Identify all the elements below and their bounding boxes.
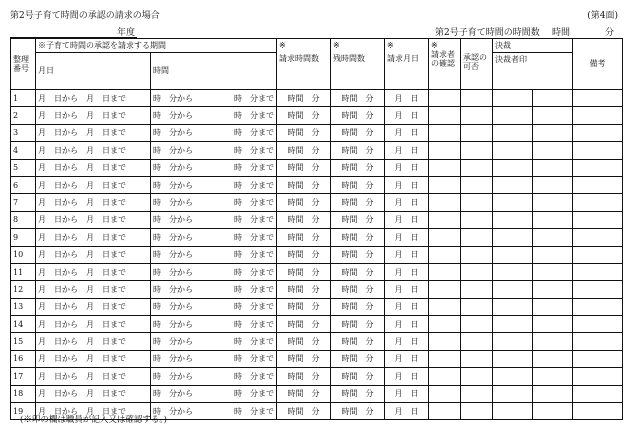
requester-confirm-cell[interactable] — [429, 385, 461, 402]
decision-stamp-cell-a[interactable] — [493, 159, 533, 176]
decision-stamp-cell-a[interactable] — [493, 211, 533, 228]
request-hours-cell[interactable]: 時間 分 — [277, 333, 331, 350]
decision-stamp-cell-b[interactable] — [533, 298, 573, 315]
decision-stamp-cell-b[interactable] — [533, 176, 573, 193]
decision-stamp-cell-a[interactable] — [493, 229, 533, 246]
remarks-cell[interactable] — [573, 211, 623, 228]
time-range-cell[interactable]: 時 分から 時 分まで — [151, 385, 277, 402]
month-day-range-cell[interactable]: 月 日から 月 日まで — [36, 159, 151, 176]
requester-confirm-cell[interactable] — [429, 246, 461, 263]
header-request-date: ※ 請求月日 — [385, 39, 429, 90]
approval-cell[interactable] — [461, 194, 493, 211]
request-date-cell[interactable]: 月 日 — [385, 281, 429, 298]
header-month-day: 月日 — [36, 53, 151, 90]
request-hours-cell[interactable]: 時間 分 — [277, 368, 331, 385]
request-date-cell[interactable]: 月 日 — [385, 229, 429, 246]
row-number: 17 — [11, 368, 36, 385]
request-hours-cell[interactable]: 時間 分 — [277, 316, 331, 333]
requester-confirm-cell[interactable] — [429, 124, 461, 141]
header-remarks: 備考 — [573, 39, 623, 90]
decision-stamp-cell-a[interactable] — [493, 194, 533, 211]
row-number: 1 — [11, 90, 36, 107]
remaining-hours-cell[interactable]: 時間 分 — [331, 316, 385, 333]
remaining-hours-cell[interactable]: 時間 分 — [331, 385, 385, 402]
time-range-cell[interactable]: 時 分から 時 分まで — [151, 350, 277, 367]
decision-stamp-cell-a[interactable] — [493, 176, 533, 193]
request-date-cell[interactable]: 月 日 — [385, 246, 429, 263]
time-range-cell[interactable]: 時 分から 時 分まで — [151, 194, 277, 211]
row-number: 14 — [11, 316, 36, 333]
remaining-hours-cell[interactable]: 時間 分 — [331, 246, 385, 263]
table-row — [11, 316, 623, 333]
time-range-cell[interactable]: 時 分から 時 分まで — [151, 298, 277, 315]
decision-stamp-cell-b[interactable] — [533, 229, 573, 246]
requester-confirm-cell[interactable] — [429, 281, 461, 298]
decision-stamp-cell-b[interactable] — [533, 316, 573, 333]
remarks-cell[interactable] — [573, 281, 623, 298]
row-number: 8 — [11, 211, 36, 228]
row-number: 2 — [11, 107, 36, 124]
remaining-hours-cell[interactable]: 時間 分 — [331, 368, 385, 385]
approval-cell[interactable] — [461, 90, 493, 107]
decision-stamp-cell-a[interactable] — [493, 403, 533, 420]
month-day-range-cell[interactable]: 月 日から 月 日まで — [36, 176, 151, 193]
requester-confirm-cell[interactable] — [429, 403, 461, 420]
decision-stamp-cell-a[interactable] — [493, 316, 533, 333]
decision-stamp-cell-b[interactable] — [533, 107, 573, 124]
approval-cell[interactable] — [461, 281, 493, 298]
table-row — [11, 159, 623, 176]
total-minutes-unit: 分 — [605, 28, 615, 38]
table-row — [11, 90, 623, 107]
header-request-hours: ※ 請求時間数 — [277, 39, 331, 90]
total-hours-label: 第2号子育て時間の時間数 — [435, 28, 540, 38]
remarks-cell[interactable] — [573, 229, 623, 246]
request-date-cell[interactable]: 月 日 — [385, 333, 429, 350]
decision-stamp-cell-b[interactable] — [533, 90, 573, 107]
month-day-range-cell[interactable]: 月 日から 月 日まで — [36, 142, 151, 159]
approval-cell[interactable] — [461, 229, 493, 246]
table-row — [11, 333, 623, 350]
decision-stamp-cell-b[interactable] — [533, 333, 573, 350]
time-range-cell[interactable]: 時 分から 時 分まで — [151, 368, 277, 385]
request-date-cell[interactable]: 月 日 — [385, 194, 429, 211]
request-hours-cell[interactable]: 時間 分 — [277, 90, 331, 107]
approval-cell[interactable] — [461, 350, 493, 367]
month-day-range-cell[interactable]: 月 日から 月 日まで — [36, 263, 151, 280]
row-number: 13 — [11, 298, 36, 315]
time-range-cell[interactable]: 時 分から 時 分まで — [151, 316, 277, 333]
requester-confirm-cell[interactable] — [429, 333, 461, 350]
remaining-hours-cell[interactable]: 時間 分 — [331, 333, 385, 350]
requester-confirm-cell[interactable] — [429, 90, 461, 107]
month-day-range-cell[interactable]: 月 日から 月 日まで — [36, 90, 151, 107]
remarks-cell[interactable] — [573, 159, 623, 176]
requester-confirm-cell[interactable] — [429, 107, 461, 124]
row-number: 12 — [11, 281, 36, 298]
time-range-cell[interactable]: 時 分から 時 分まで — [151, 281, 277, 298]
request-hours-cell[interactable]: 時間 分 — [277, 159, 331, 176]
time-range-cell[interactable]: 時 分から 時 分まで — [151, 176, 277, 193]
row-number: 6 — [11, 176, 36, 193]
decision-stamp-cell-a[interactable] — [493, 385, 533, 402]
time-range-cell[interactable]: 時 分から 時 分まで — [151, 90, 277, 107]
fiscal-year-field[interactable]: 年度 — [10, 25, 137, 38]
decision-stamp-cell-b[interactable] — [533, 211, 573, 228]
decision-stamp-cell-b[interactable] — [533, 403, 573, 420]
remaining-hours-cell[interactable]: 時間 分 — [331, 350, 385, 367]
table-row — [11, 350, 623, 367]
remaining-hours-cell[interactable]: 時間 分 — [331, 159, 385, 176]
footnote: (※印の欄は職員が記入又は確認する。) — [20, 415, 167, 425]
header-approval: 承認の可否 — [461, 39, 493, 90]
request-date-cell[interactable]: 月 日 — [385, 368, 429, 385]
remaining-hours-cell[interactable]: 時間 分 — [331, 298, 385, 315]
table-row — [11, 229, 623, 246]
remarks-cell[interactable] — [573, 124, 623, 141]
decision-stamp-cell-b[interactable] — [533, 368, 573, 385]
request-hours-cell[interactable]: 時間 分 — [277, 281, 331, 298]
request-date-cell[interactable]: 月 日 — [385, 142, 429, 159]
decision-stamp-cell-a[interactable] — [493, 246, 533, 263]
decision-stamp-cell-a[interactable] — [493, 90, 533, 107]
remarks-cell[interactable] — [573, 368, 623, 385]
remaining-hours-cell[interactable]: 時間 分 — [331, 211, 385, 228]
decision-stamp-cell-b[interactable] — [533, 159, 573, 176]
requester-confirm-cell[interactable] — [429, 368, 461, 385]
remarks-cell[interactable] — [573, 316, 623, 333]
request-date-cell[interactable]: 月 日 — [385, 403, 429, 420]
header-time: 時間 — [151, 53, 277, 90]
remarks-cell[interactable] — [573, 403, 623, 420]
decision-stamp-cell-a[interactable] — [493, 333, 533, 350]
total-hours-unit: 時間 — [552, 28, 571, 38]
request-hours-cell[interactable]: 時間 分 — [277, 246, 331, 263]
header-period-group: ※子育て時間の承認を請求する期間 — [36, 39, 277, 53]
requester-confirm-cell[interactable] — [429, 350, 461, 367]
time-range-cell[interactable]: 時 分から 時 分まで — [151, 246, 277, 263]
requester-confirm-cell[interactable] — [429, 263, 461, 280]
request-hours-cell[interactable]: 時間 分 — [277, 350, 331, 367]
time-range-cell[interactable]: 時 分から 時 分まで — [151, 229, 277, 246]
row-number: 4 — [11, 142, 36, 159]
request-date-cell[interactable]: 月 日 — [385, 107, 429, 124]
header-requester-confirm: ※ 請求者の確認 — [429, 39, 461, 90]
header-remaining-hours: ※ 残時間数 — [331, 39, 385, 90]
table-row — [11, 368, 623, 385]
row-number: 18 — [11, 385, 36, 402]
month-day-range-cell[interactable]: 月 日から 月 日まで — [36, 316, 151, 333]
month-day-range-cell[interactable]: 月 日から 月 日まで — [36, 211, 151, 228]
approval-cell[interactable] — [461, 124, 493, 141]
requester-confirm-cell[interactable] — [429, 159, 461, 176]
decision-stamp-cell-b[interactable] — [533, 263, 573, 280]
table-row — [11, 142, 623, 159]
decision-stamp-cell-a[interactable] — [493, 107, 533, 124]
remarks-cell[interactable] — [573, 298, 623, 315]
request-date-cell[interactable]: 月 日 — [385, 211, 429, 228]
approval-cell[interactable] — [461, 316, 493, 333]
header-decision-stamp: 決裁者印 — [493, 53, 573, 90]
requester-confirm-cell[interactable] — [429, 176, 461, 193]
header-decision-group: 決裁 — [493, 39, 573, 53]
request-hours-cell[interactable]: 時間 分 — [277, 107, 331, 124]
month-day-range-cell[interactable]: 月 日から 月 日まで — [36, 281, 151, 298]
requester-confirm-cell[interactable] — [429, 142, 461, 159]
request-hours-cell[interactable]: 時間 分 — [277, 385, 331, 402]
month-day-range-cell[interactable]: 月 日から 月 日まで — [36, 246, 151, 263]
table-row — [11, 176, 623, 193]
remarks-cell[interactable] — [573, 107, 623, 124]
request-date-cell[interactable]: 月 日 — [385, 124, 429, 141]
table-row — [11, 246, 623, 263]
decision-stamp-cell-b[interactable] — [533, 385, 573, 402]
request-hours-cell[interactable]: 時間 分 — [277, 298, 331, 315]
approval-cell[interactable] — [461, 333, 493, 350]
remaining-hours-cell[interactable]: 時間 分 — [331, 107, 385, 124]
time-range-cell[interactable]: 時 分から 時 分まで — [151, 142, 277, 159]
request-hours-cell[interactable]: 時間 分 — [277, 403, 331, 420]
remaining-hours-cell[interactable]: 時間 分 — [331, 90, 385, 107]
decision-stamp-cell-b[interactable] — [533, 142, 573, 159]
remaining-hours-cell[interactable]: 時間 分 — [331, 194, 385, 211]
approval-cell[interactable] — [461, 246, 493, 263]
month-day-range-cell[interactable]: 月 日から 月 日まで — [36, 107, 151, 124]
table-row — [11, 194, 623, 211]
request-date-cell[interactable]: 月 日 — [385, 298, 429, 315]
remaining-hours-cell[interactable]: 時間 分 — [331, 142, 385, 159]
decision-stamp-cell-a[interactable] — [493, 350, 533, 367]
time-range-cell[interactable]: 時 分から 時 分まで — [151, 124, 277, 141]
approval-cell[interactable] — [461, 385, 493, 402]
approval-cell[interactable] — [461, 403, 493, 420]
decision-stamp-cell-a[interactable] — [493, 142, 533, 159]
remarks-cell[interactable] — [573, 176, 623, 193]
decision-stamp-cell-a[interactable] — [493, 124, 533, 141]
row-number: 9 — [11, 229, 36, 246]
remaining-hours-cell[interactable]: 時間 分 — [331, 176, 385, 193]
row-number: 15 — [11, 333, 36, 350]
remaining-hours-cell[interactable]: 時間 分 — [331, 263, 385, 280]
time-range-cell[interactable]: 時 分から 時 分まで — [151, 333, 277, 350]
request-hours-cell[interactable]: 時間 分 — [277, 229, 331, 246]
row-number: 7 — [11, 194, 36, 211]
table-row — [11, 107, 623, 124]
requester-confirm-cell[interactable] — [429, 229, 461, 246]
time-range-cell[interactable]: 時 分から 時 分まで — [151, 159, 277, 176]
time-range-cell[interactable]: 時 分から 時 分まで — [151, 107, 277, 124]
decision-stamp-cell-b[interactable] — [533, 350, 573, 367]
decision-stamp-cell-a[interactable] — [493, 298, 533, 315]
time-range-cell[interactable]: 時 分から 時 分まで — [151, 403, 277, 420]
requester-confirm-cell[interactable] — [429, 316, 461, 333]
month-day-range-cell[interactable]: 月 日から 月 日まで — [36, 333, 151, 350]
remarks-cell[interactable] — [573, 194, 623, 211]
month-day-range-cell[interactable]: 月 日から 月 日まで — [36, 298, 151, 315]
remarks-cell[interactable] — [573, 263, 623, 280]
remarks-cell[interactable] — [573, 246, 623, 263]
approval-cell[interactable] — [461, 142, 493, 159]
month-day-range-cell[interactable]: 月 日から 月 日まで — [36, 229, 151, 246]
table-row — [11, 263, 623, 280]
approval-cell[interactable] — [461, 107, 493, 124]
approval-cell[interactable] — [461, 263, 493, 280]
table-row — [11, 298, 623, 315]
requester-confirm-cell[interactable] — [429, 211, 461, 228]
request-date-cell[interactable]: 月 日 — [385, 350, 429, 367]
table-row — [11, 124, 623, 141]
request-hours-cell[interactable]: 時間 分 — [277, 176, 331, 193]
request-hours-cell[interactable]: 時間 分 — [277, 211, 331, 228]
request-hours-cell[interactable]: 時間 分 — [277, 142, 331, 159]
month-day-range-cell[interactable]: 月 日から 月 日まで — [36, 194, 151, 211]
row-number: 16 — [11, 350, 36, 367]
remaining-hours-cell[interactable]: 時間 分 — [331, 403, 385, 420]
remaining-hours-cell[interactable]: 時間 分 — [331, 229, 385, 246]
request-date-cell[interactable]: 月 日 — [385, 316, 429, 333]
remarks-cell[interactable] — [573, 333, 623, 350]
remarks-cell[interactable] — [573, 90, 623, 107]
remarks-cell[interactable] — [573, 385, 623, 402]
decision-stamp-cell-b[interactable] — [533, 281, 573, 298]
month-day-range-cell[interactable]: 月 日から 月 日まで — [36, 350, 151, 367]
month-day-range-cell[interactable]: 月 日から 月 日まで — [36, 124, 151, 141]
approval-cell[interactable] — [461, 176, 493, 193]
remaining-hours-cell[interactable]: 時間 分 — [331, 281, 385, 298]
decision-stamp-cell-a[interactable] — [493, 368, 533, 385]
row-number: 5 — [11, 159, 36, 176]
decision-stamp-cell-a[interactable] — [493, 263, 533, 280]
request-hours-cell[interactable]: 時間 分 — [277, 194, 331, 211]
remarks-cell[interactable] — [573, 142, 623, 159]
month-day-range-cell[interactable]: 月 日から 月 日まで — [36, 385, 151, 402]
request-date-cell[interactable]: 月 日 — [385, 385, 429, 402]
request-hours-cell[interactable]: 時間 分 — [277, 263, 331, 280]
month-day-range-cell[interactable]: 月 日から 月 日まで — [36, 368, 151, 385]
request-date-cell[interactable]: 月 日 — [385, 176, 429, 193]
page-number: (第4面) — [587, 11, 618, 21]
approval-cell[interactable] — [461, 159, 493, 176]
request-date-cell[interactable]: 月 日 — [385, 159, 429, 176]
month-day-range-cell[interactable]: 月 日から 月 日まで — [36, 403, 151, 420]
requester-confirm-cell[interactable] — [429, 194, 461, 211]
request-date-cell[interactable]: 月 日 — [385, 263, 429, 280]
approval-cell[interactable] — [461, 211, 493, 228]
table-row — [11, 281, 623, 298]
decision-stamp-cell-b[interactable] — [533, 246, 573, 263]
time-range-cell[interactable]: 時 分から 時 分まで — [151, 211, 277, 228]
row-number: 11 — [11, 263, 36, 280]
row-number: 19 — [11, 403, 36, 420]
row-number: 3 — [11, 124, 36, 141]
row-number: 10 — [11, 246, 36, 263]
request-hours-cell[interactable]: 時間 分 — [277, 124, 331, 141]
request-date-cell[interactable]: 月 日 — [385, 90, 429, 107]
header-seq: 整理番号 — [11, 39, 36, 90]
form-title: 第2号子育て時間の承認の請求の場合 — [10, 11, 160, 21]
remaining-hours-cell[interactable]: 時間 分 — [331, 124, 385, 141]
table-row — [11, 211, 623, 228]
decision-stamp-cell-b[interactable] — [533, 124, 573, 141]
decision-stamp-cell-a[interactable] — [493, 281, 533, 298]
remarks-cell[interactable] — [573, 350, 623, 367]
approval-cell[interactable] — [461, 368, 493, 385]
time-range-cell[interactable]: 時 分から 時 分まで — [151, 263, 277, 280]
approval-cell[interactable] — [461, 298, 493, 315]
table-row — [11, 385, 623, 402]
requester-confirm-cell[interactable] — [429, 298, 461, 315]
childcare-time-request-table — [10, 38, 623, 420]
decision-stamp-cell-b[interactable] — [533, 194, 573, 211]
